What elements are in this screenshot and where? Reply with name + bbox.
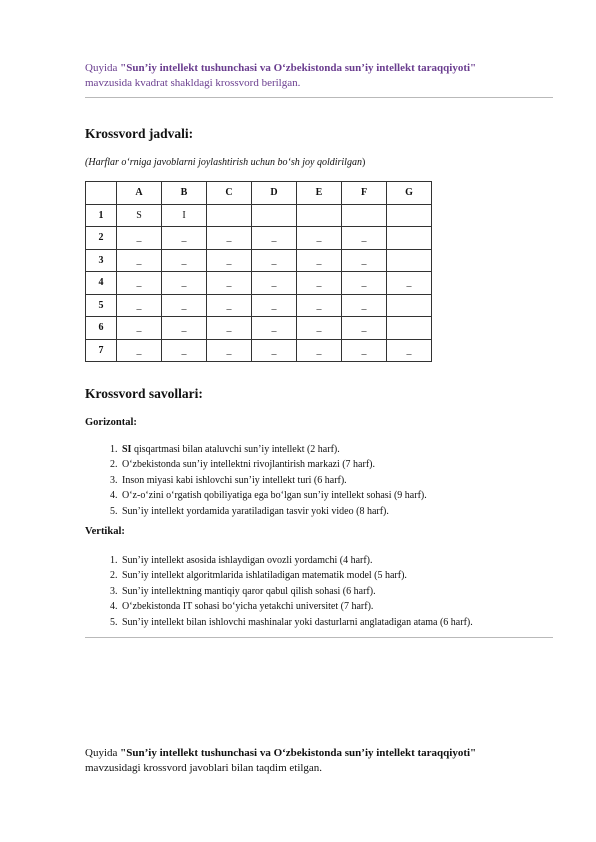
outro-prefix: Quyida [85, 747, 118, 759]
intro-line2: mavzusida kvadrat shakldagi krossvord berilgan. [85, 77, 301, 89]
column-header: A [117, 182, 162, 205]
grid-cell: _ [297, 339, 342, 362]
grid-cell: _ [252, 339, 297, 362]
clue-text: qisqartmasi bilan ataluvchi sun’iy intellekt (2 harf). [131, 444, 340, 455]
grid-cell: _ [297, 227, 342, 250]
vertical-clues [100, 553, 570, 630]
row-number: 6 [86, 317, 117, 340]
grid-cell: _ [297, 294, 342, 317]
divider-top [85, 97, 553, 98]
grid-cell: _ [297, 249, 342, 272]
grid-cell: _ [207, 272, 252, 295]
outro-topic: "Sun’iy intellekt tushunchasi va O‘zbekistonda sun’iy intellekt taraqqiyoti" [120, 747, 477, 759]
grid-cell: _ [342, 227, 387, 250]
clue-item: 4. O‘z-o‘zini o‘rgatish qobiliyatiga ega bo‘lgan sun’iy intellekt sohasi (9 harf). [120, 488, 570, 503]
horizontal-title: Gorizontal: [85, 417, 137, 428]
grid-body [86, 204, 432, 362]
row-number: 4 [86, 272, 117, 295]
grid-cell [387, 317, 432, 340]
crossword-grid [85, 181, 432, 362]
grid-cell: _ [387, 339, 432, 362]
grid-cell [387, 227, 432, 250]
grid-cell: _ [342, 272, 387, 295]
grid-cell: _ [117, 317, 162, 340]
row-number: 2 [86, 227, 117, 250]
grid-row [86, 339, 432, 362]
grid-cell: _ [162, 272, 207, 295]
column-header: B [162, 182, 207, 205]
grid-row [86, 294, 432, 317]
grid-cell: _ [117, 294, 162, 317]
column-header: C [207, 182, 252, 205]
intro-topic: "Sun’iy intellekt tushunchasi va O‘zbekistonda sun’iy intellekt taraqqiyoti" [120, 62, 477, 74]
clue-item: 5. Sun’iy intellekt bilan ishlovchi mashinalar yoki dasturlarni anglatadigan atama (6 harf). [120, 615, 570, 630]
grid-cell: _ [207, 339, 252, 362]
intro-paragraph [85, 61, 555, 91]
column-header: D [252, 182, 297, 205]
grid-corner [86, 182, 117, 205]
table-note: (Harflar o‘rniga javoblarni joylashtirish uchun bo‘sh joy qoldirilgan) [85, 157, 366, 168]
clue-item: 5. Sun’iy intellekt yordamida yaratiladigan tasvir yoki video (8 harf). [120, 504, 570, 519]
grid-cell: _ [207, 294, 252, 317]
column-header: F [342, 182, 387, 205]
grid-cell: _ [342, 294, 387, 317]
grid-cell [252, 204, 297, 227]
horizontal-clues [100, 442, 570, 519]
grid-cell [342, 204, 387, 227]
grid-cell: _ [162, 227, 207, 250]
grid-cell: _ [207, 227, 252, 250]
grid-cell: _ [117, 272, 162, 295]
grid-cell: _ [297, 272, 342, 295]
grid-cell [387, 249, 432, 272]
clue-item: 2. O‘zbekistonda sun’iy intellektni rivojlantirish markazi (7 harf). [120, 457, 570, 472]
grid-cell [207, 204, 252, 227]
questions-heading: Krossvord savollari: [85, 386, 203, 401]
grid-cell: _ [252, 317, 297, 340]
grid-row [86, 249, 432, 272]
vertical-title: Vertikal: [85, 526, 125, 537]
grid-cell [387, 294, 432, 317]
clue-item: 1. Sun’iy intellekt asosida ishlaydigan ovozli yordamchi (4 harf). [120, 553, 570, 568]
grid-cell: _ [342, 317, 387, 340]
grid-row [86, 272, 432, 295]
grid-cell: S [117, 204, 162, 227]
grid-cell [387, 204, 432, 227]
grid-cell: _ [252, 249, 297, 272]
grid-cell: _ [252, 272, 297, 295]
grid-cell: _ [252, 227, 297, 250]
grid-cell: _ [162, 339, 207, 362]
grid-row [86, 317, 432, 340]
column-header: G [387, 182, 432, 205]
grid-cell [297, 204, 342, 227]
grid-cell: _ [162, 249, 207, 272]
intro-prefix: Quyida [85, 62, 118, 74]
grid-cell: _ [297, 317, 342, 340]
clue-item: 3. Inson miyasi kabi ishlovchi sun’iy intellekt turi (6 harf). [120, 473, 570, 488]
row-number: 7 [86, 339, 117, 362]
grid-cell: _ [117, 227, 162, 250]
grid-cell: _ [207, 317, 252, 340]
row-number: 1 [86, 204, 117, 227]
grid-cell: _ [162, 294, 207, 317]
grid-cell: _ [162, 317, 207, 340]
grid-cell: _ [342, 339, 387, 362]
outro-line2: mavzusidagi krossvord javoblari bilan taqdim etilgan. [85, 762, 323, 774]
grid-row [86, 204, 432, 227]
row-number: 3 [86, 249, 117, 272]
grid-cell: _ [207, 249, 252, 272]
clue-item [120, 442, 570, 457]
grid-cell: I [162, 204, 207, 227]
grid-cell: _ [342, 249, 387, 272]
outro-paragraph [85, 746, 555, 776]
grid-cell: _ [117, 249, 162, 272]
clue-item: 3. Sun’iy intellektning mantiqiy qaror qabul qilish sohasi (6 harf). [120, 584, 570, 599]
grid-row [86, 227, 432, 250]
row-number: 5 [86, 294, 117, 317]
clue-item: 4. O‘zbekistonda IT sohasi bo‘yicha yetakchi universitet (7 harf). [120, 599, 570, 614]
grid-cell: _ [252, 294, 297, 317]
grid-cell: _ [117, 339, 162, 362]
column-header: E [297, 182, 342, 205]
clue-item: 2. Sun’iy intellekt algoritmlarida ishlatiladigan matematik model (5 harf). [120, 568, 570, 583]
divider-bottom [85, 637, 553, 638]
table-heading: Krossvord jadvali: [85, 126, 194, 141]
clue-bold: SI [122, 444, 132, 455]
grid-cell: _ [387, 272, 432, 295]
